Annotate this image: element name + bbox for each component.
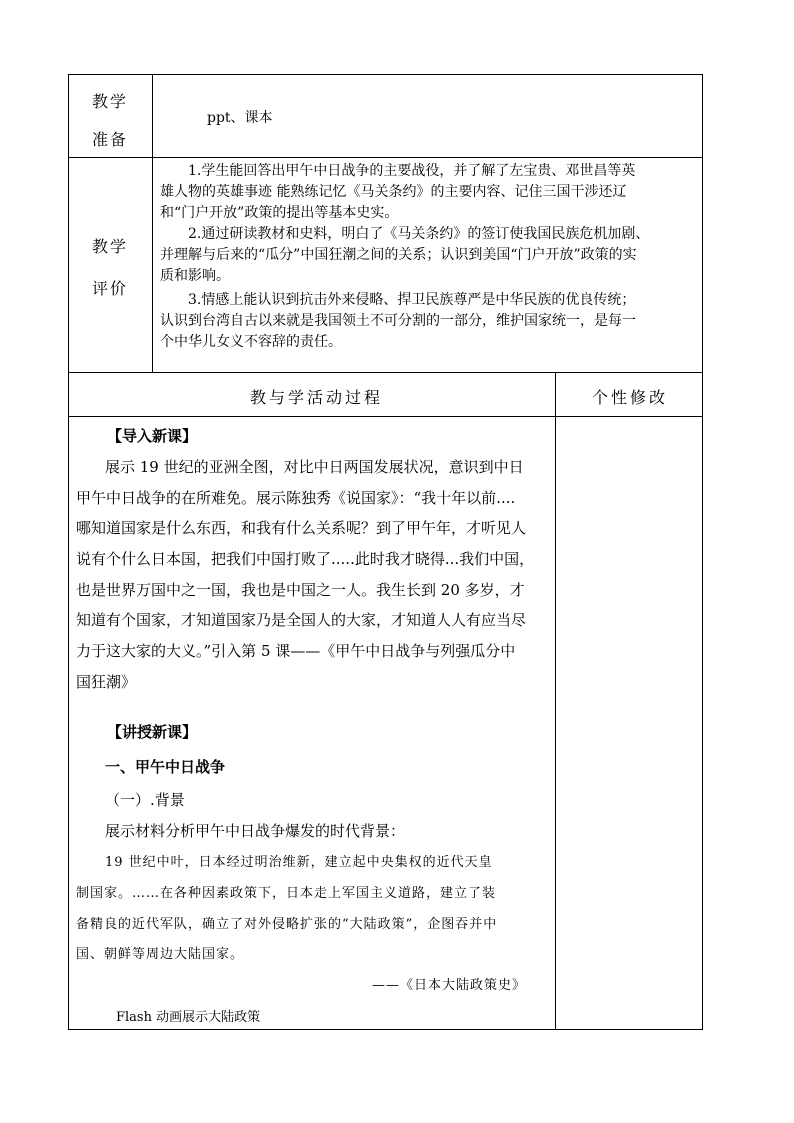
intro-line4: 说有个什么日本国，把我们中国打败了.....此时我才晓得...我们中国， — [76, 550, 535, 568]
row-divider-header — [68, 416, 703, 417]
intro-line8: 国狂潮》 — [76, 673, 137, 691]
evaluation-p1-line1: 1.学生能回答出甲午中日战争的主要战役，并了解了左宝贵、邓世昌等英 — [188, 163, 636, 179]
evaluation-p2-line1: 2.通过研读教材和史料，明白了《马关条约》的签订使我国民族危机加剧、 — [188, 226, 650, 242]
quote-line4: 国、朝鲜等周边大陆国家。 — [76, 947, 245, 962]
quote-source: ——《日本大陆政策史》 — [372, 978, 527, 993]
intro-heading: 【导入新课】 — [107, 427, 198, 445]
evaluation-label-line2: 评价 — [91, 279, 128, 298]
section-title: 一、甲午中日战争 — [105, 758, 226, 776]
evaluation-p1-line2: 雄人物的英雄事迹 能熟练记忆《马关条约》的主要内容、记住三国干涉还辽 — [160, 184, 627, 200]
row-divider-prep — [68, 157, 703, 158]
quote-line1: 19 世纪中叶，日本经过明治维新，建立起中央集权的近代天皇 — [105, 855, 493, 870]
quote-line2: 制国家。……在各种因素政策下，日本走上军国主义道路，建立了装 — [76, 886, 497, 901]
evaluation-label-line1: 教学 — [91, 237, 128, 256]
evaluation-p3-line1: 3.情感上能认识到抗击外来侵略、捍卫民族尊严是中华民族的优良传统； — [188, 292, 636, 308]
evaluation-p3-line3: 个中华儿女义不容辞的责任。 — [160, 334, 342, 350]
material-intro: 展示材料分析甲午中日战争爆发的时代背景： — [105, 822, 406, 840]
evaluation-p2-line2: 并理解与后来的“瓜分”中国狂潮之间的关系；认识到美国“门户开放”政策的实 — [160, 247, 637, 263]
intro-line3: 哪知道国家是什么东西，和我有什么关系呢？到了甲午年，才听见人 — [76, 519, 527, 537]
modify-column-divider — [555, 372, 556, 1030]
prep-content: ppt、课本 — [207, 110, 273, 126]
row-divider-evaluation — [68, 372, 703, 373]
intro-line6: 知道有个国家，才知道国家乃是全国人的大家，才知道人人有应当尽 — [76, 611, 527, 629]
intro-line5: 也是世界万国中之一国，我也是中国之一人。我生长到 20 多岁，才 — [76, 581, 525, 599]
prep-label-line2: 准备 — [91, 130, 128, 149]
prep-label-line1: 教学 — [91, 92, 128, 111]
intro-line2: 甲午中日战争的在所难免。展示陈独秀《说国家》：“我十年以前.... — [76, 489, 516, 507]
intro-line7: 力于这大家的大义。”引入第 5 课——《甲午中日战争与列强瓜分中 — [76, 642, 516, 660]
evaluation-p2-line3: 质和影响。 — [160, 268, 230, 284]
lecture-heading: 【讲授新课】 — [107, 723, 198, 741]
evaluation-p1-line3: 和“门户开放”政策的提出等基本史实。 — [160, 205, 399, 221]
modify-column-header: 个性修改 — [592, 388, 669, 407]
flash-note: Flash 动画展示大陆政策 — [116, 1010, 261, 1025]
intro-line1: 展示 19 世纪的亚洲全图，对比中日两国发展状况，意识到中日 — [105, 458, 524, 476]
process-column-header: 教与学活动过程 — [250, 388, 384, 407]
quote-line3: 备精良的近代军队，确立了对外侵略扩张的“大陆政策”，企图吞并中 — [76, 917, 498, 932]
evaluation-p3-line2: 认识到台湾自古以来就是我国领土不可分割的一部分，维护国家统一，是每一 — [160, 313, 636, 329]
subsection-title: （一）.背景 — [105, 791, 185, 809]
label-column-divider — [152, 74, 153, 372]
